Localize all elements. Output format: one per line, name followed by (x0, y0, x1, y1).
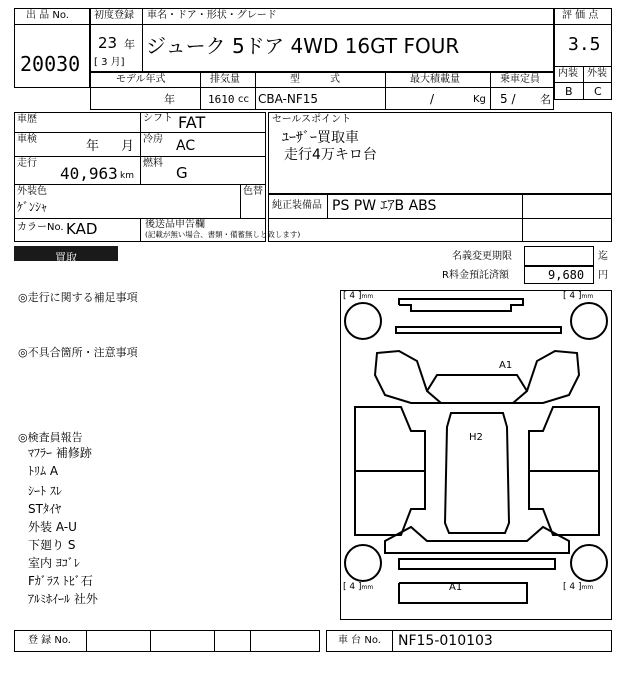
chassis-no-label: 車 台 No. (338, 635, 381, 646)
capacity-unit: 名 (540, 93, 551, 106)
load-label: 最大積載量 (410, 74, 460, 85)
car-diagram (340, 290, 612, 620)
first-reg-year: 23 (98, 34, 118, 52)
tire-rear-right (571, 545, 607, 581)
tire-unit: mm (581, 584, 594, 591)
chassis-no-value: NF15-010103 (398, 633, 493, 649)
report-line: ﾄﾘﾑ A (28, 464, 59, 478)
displacement-value: 1610 (208, 93, 235, 106)
model-year-label: モデル年式 (116, 74, 166, 85)
score-label: 評 価 点 (562, 10, 599, 21)
tire-front-left (345, 303, 381, 339)
year-unit: 年 (124, 38, 135, 51)
report-line: Fｶﾞﾗｽ ﾄﾋﾞ石 (28, 574, 93, 588)
exterior-grade: C (594, 85, 602, 98)
tire-unit: mm (361, 584, 374, 591)
inspection-year-unit: 年 (86, 139, 100, 154)
tire-rear-left-depth: [ 4 ] (343, 582, 362, 592)
fuel-label: 燃料 (143, 158, 163, 169)
tire-rear-right-depth: [ 4 ] (563, 582, 582, 592)
car-name: ジューク 5ドア 4WD 16GT FOUR (146, 34, 460, 58)
displacement-label: 排気量 (210, 74, 240, 85)
defects-label: ◎不具合箇所・注意事項 (18, 346, 138, 359)
model-year-unit: 年 (164, 93, 175, 106)
equipment-value: PS PW ｴｱB ABS (332, 198, 437, 214)
recolor-label: 色替 (243, 186, 263, 197)
mileage-label: 走行 (17, 158, 37, 169)
tire-unit: mm (361, 293, 374, 300)
report-line: 下廻り S (28, 538, 76, 552)
damage-mark-rear-bumper: A1 (449, 582, 463, 593)
report-line: STﾀｲﾔ (28, 502, 61, 516)
report-line: 外装 A-U (28, 520, 77, 534)
interior-grade: B (565, 85, 573, 98)
lot-label: 出 品 No. (26, 10, 69, 21)
fuel-value: G (176, 164, 188, 182)
mileage-unit: km (120, 171, 134, 181)
car-body-outline (341, 291, 611, 619)
report-line: 室内 ﾖｺﾞﾚ (28, 556, 80, 570)
model-code-label: 型 式 (290, 74, 340, 85)
tire-front-right-depth: [ 4 ] (563, 291, 582, 301)
shift-value: FAT (178, 113, 206, 132)
purchase-badge-label: 買取 (55, 251, 77, 264)
recycle-label: R料金預託済額 (442, 270, 509, 281)
model-code: CBA-NF15 (258, 92, 319, 106)
windshield (427, 375, 527, 391)
damage-mark-hood: A1 (499, 360, 513, 371)
tire-front-right (571, 303, 607, 339)
exterior-label: 外装 (587, 68, 607, 79)
inspection-label: 車検 (17, 134, 37, 145)
load-value: / (430, 92, 435, 106)
ext-color-label: 外装色 (17, 186, 47, 197)
name-change-label: 名義変更期限 (452, 251, 512, 262)
report-line: ﾏﾌﾗｰ 補修跡 (28, 446, 92, 460)
load-unit: Kg (473, 94, 486, 105)
capacity-label: 乗車定員 (500, 74, 540, 85)
inspector-label: ◎検査員報告 (18, 431, 83, 444)
tire-rear-left (345, 545, 381, 581)
report-line: ｱﾙﾐﾎｲｰﾙ 社外 (28, 592, 98, 606)
mileage-value: 40,963 (60, 164, 118, 183)
name-change-unit: 迄 (598, 251, 608, 262)
interior-label: 内装 (558, 68, 578, 79)
front-bumper (399, 299, 523, 311)
sales-line-1: ﾕｰｻﾞｰ買取車 (282, 130, 359, 146)
color-no-value: KAD (66, 220, 98, 238)
rear-garnish (399, 559, 555, 569)
recycle-value: 9,680 (548, 268, 585, 282)
form-label: 後送品申告欄 (145, 219, 205, 230)
tire-front-left-label (343, 292, 373, 301)
sales-line-2: 走行4万キロ台 (284, 147, 377, 163)
ac-value: AC (176, 138, 196, 154)
tire-unit: mm (581, 293, 594, 300)
ac-label: 冷房 (143, 134, 163, 145)
first-reg-month: [ 3 月] (94, 57, 125, 68)
lot-number: 20030 (20, 52, 81, 76)
damage-mark-roof: H2 (469, 432, 483, 443)
rear-quarter (385, 527, 569, 553)
reg-no-label: 登 録 No. (28, 635, 71, 646)
equipment-label: 純正装備品 (272, 200, 322, 211)
rear-bumper (399, 583, 527, 603)
inspection-month-unit: 月 (121, 139, 135, 154)
first-reg-label: 初度登録 (94, 10, 134, 21)
capacity-value: 5 / (500, 92, 516, 106)
shift-label: シフト (143, 113, 173, 124)
displacement-unit: cc (238, 94, 249, 105)
driving-notes-label: ◎走行に関する補足事項 (18, 291, 138, 304)
recycle-unit: 円 (598, 270, 608, 281)
hood (375, 351, 579, 403)
name-label: 車名・ドア・形状・グレード (147, 10, 277, 21)
report-line: ｼｰﾄ ｽﾚ (28, 484, 62, 498)
tire-front-left-depth: [ 4 ] (343, 291, 362, 301)
history-label: 車歴 (17, 114, 37, 125)
tire-rear-right-label (563, 583, 593, 592)
form-note: (記載が無い場合、書類・備蓄無しと致します) (145, 231, 301, 240)
ext-color-value: ｹﾞﾝｼｬ (17, 200, 48, 214)
score-value: 3.5 (568, 34, 601, 55)
roof (445, 413, 509, 533)
tire-front-right-label (563, 292, 593, 301)
color-no-label: カラーNo. (17, 222, 64, 233)
sales-label: セールスポイント (272, 114, 352, 125)
front-grille (396, 327, 561, 333)
name-change-box (524, 246, 594, 266)
purchase-badge (14, 246, 118, 264)
tire-rear-left-label (343, 583, 373, 592)
